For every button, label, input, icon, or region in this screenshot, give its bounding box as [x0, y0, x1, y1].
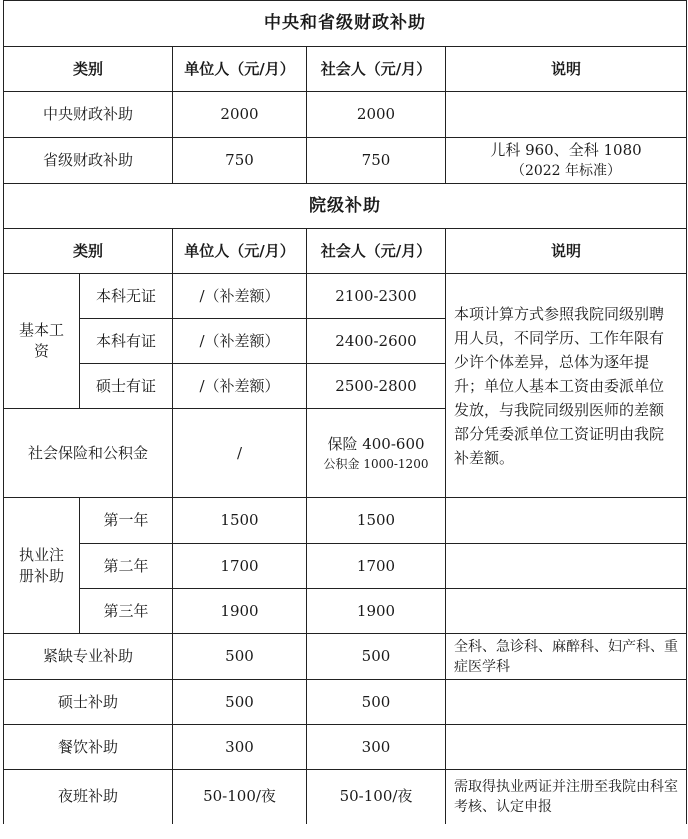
- row-note: [446, 544, 687, 589]
- section-title-row: [4, 1, 687, 47]
- basic-salary-note: 本项计算方式参照我院同级别聘用人员，不同学历、工作年限有少许个体差异，总体为逐年提升；单位人基本工资由委派单位发放，与我院同级别医师的差额部分凭委派单位工资证明由我院补差额。: [446, 274, 687, 498]
- note-line-2: （2022 年标准）: [510, 162, 622, 179]
- section1-title: 中央和省级财政补助: [4, 1, 687, 47]
- row-social: 300: [307, 725, 446, 770]
- table-row: [4, 498, 687, 544]
- row-social: 2100-2300: [307, 274, 446, 319]
- row-social: [307, 409, 446, 498]
- row-unit: /（补差额）: [173, 364, 307, 409]
- social-line-1: 保险 400-600: [327, 434, 425, 453]
- row-subcategory: 第三年: [80, 589, 173, 634]
- row-unit: 1700: [173, 544, 307, 589]
- row-social: 500: [307, 634, 446, 680]
- registration-label-text: 执业注册补助: [18, 545, 64, 585]
- row-category: 中央财政补助: [4, 92, 173, 138]
- section2-title: 院级补助: [4, 184, 687, 229]
- table-row: [4, 589, 687, 634]
- row-note: [446, 589, 687, 634]
- table-row: [4, 634, 687, 680]
- table-row: [4, 770, 687, 824]
- row-social: 1900: [307, 589, 446, 634]
- row-unit: 50-100/夜: [173, 770, 307, 824]
- row-note: 需取得执业两证并注册至我院由科室考核、认定申报: [446, 770, 687, 824]
- section-title-row: [4, 184, 687, 229]
- subsidy-table: [3, 0, 687, 824]
- header-note: 说明: [446, 47, 687, 92]
- row-subcategory: 本科有证: [80, 319, 173, 364]
- header-row: [4, 229, 687, 274]
- row-unit: /（补差额）: [173, 274, 307, 319]
- row-note: [446, 138, 687, 184]
- header-social: 社会人（元/月）: [307, 229, 446, 274]
- registration-label: [4, 498, 80, 634]
- row-note: [446, 498, 687, 544]
- row-subcategory: 硕士有证: [80, 364, 173, 409]
- row-category: 社会保险和公积金: [4, 409, 173, 498]
- header-unit: 单位人（元/月）: [173, 47, 307, 92]
- row-subcategory: 第一年: [80, 498, 173, 544]
- row-unit: 1500: [173, 498, 307, 544]
- row-unit: 750: [173, 138, 307, 184]
- header-unit: 单位人（元/月）: [173, 229, 307, 274]
- basic-salary-label: [4, 274, 80, 409]
- row-category: 紧缺专业补助: [4, 634, 173, 680]
- row-unit: 500: [173, 634, 307, 680]
- header-note: 说明: [446, 229, 687, 274]
- table-row: [4, 138, 687, 184]
- note-line-1: 儿科 960、全科 1080: [490, 140, 642, 159]
- row-unit: /（补差额）: [173, 319, 307, 364]
- row-social: 2400-2600: [307, 319, 446, 364]
- table-row: [4, 274, 687, 319]
- row-social: 1500: [307, 498, 446, 544]
- table-row: [4, 680, 687, 725]
- row-subcategory: 本科无证: [80, 274, 173, 319]
- row-unit: 1900: [173, 589, 307, 634]
- row-social: 750: [307, 138, 446, 184]
- row-unit: 2000: [173, 92, 307, 138]
- row-unit: /: [173, 409, 307, 498]
- table-row: [4, 92, 687, 138]
- row-social: 1700: [307, 544, 446, 589]
- row-unit: 500: [173, 680, 307, 725]
- row-social: 50-100/夜: [307, 770, 446, 824]
- row-category: 省级财政补助: [4, 138, 173, 184]
- header-social: 社会人（元/月）: [307, 47, 446, 92]
- table-row: [4, 725, 687, 770]
- row-social: 2500-2800: [307, 364, 446, 409]
- header-row: [4, 47, 687, 92]
- row-note: [446, 92, 687, 138]
- row-category: 夜班补助: [4, 770, 173, 824]
- row-note: [446, 725, 687, 770]
- header-category: 类别: [4, 47, 173, 92]
- row-social: 500: [307, 680, 446, 725]
- table-row: [4, 544, 687, 589]
- row-note: [446, 680, 687, 725]
- row-unit: 300: [173, 725, 307, 770]
- row-subcategory: 第二年: [80, 544, 173, 589]
- row-note: 全科、急诊科、麻醉科、妇产科、重症医学科: [446, 634, 687, 680]
- row-category: 餐饮补助: [4, 725, 173, 770]
- header-category: 类别: [4, 229, 173, 274]
- basic-salary-label-text: 基本工资: [18, 321, 64, 360]
- row-category: 硕士补助: [4, 680, 173, 725]
- social-line-2: 公积金 1000-1200: [323, 456, 429, 471]
- row-social: 2000: [307, 92, 446, 138]
